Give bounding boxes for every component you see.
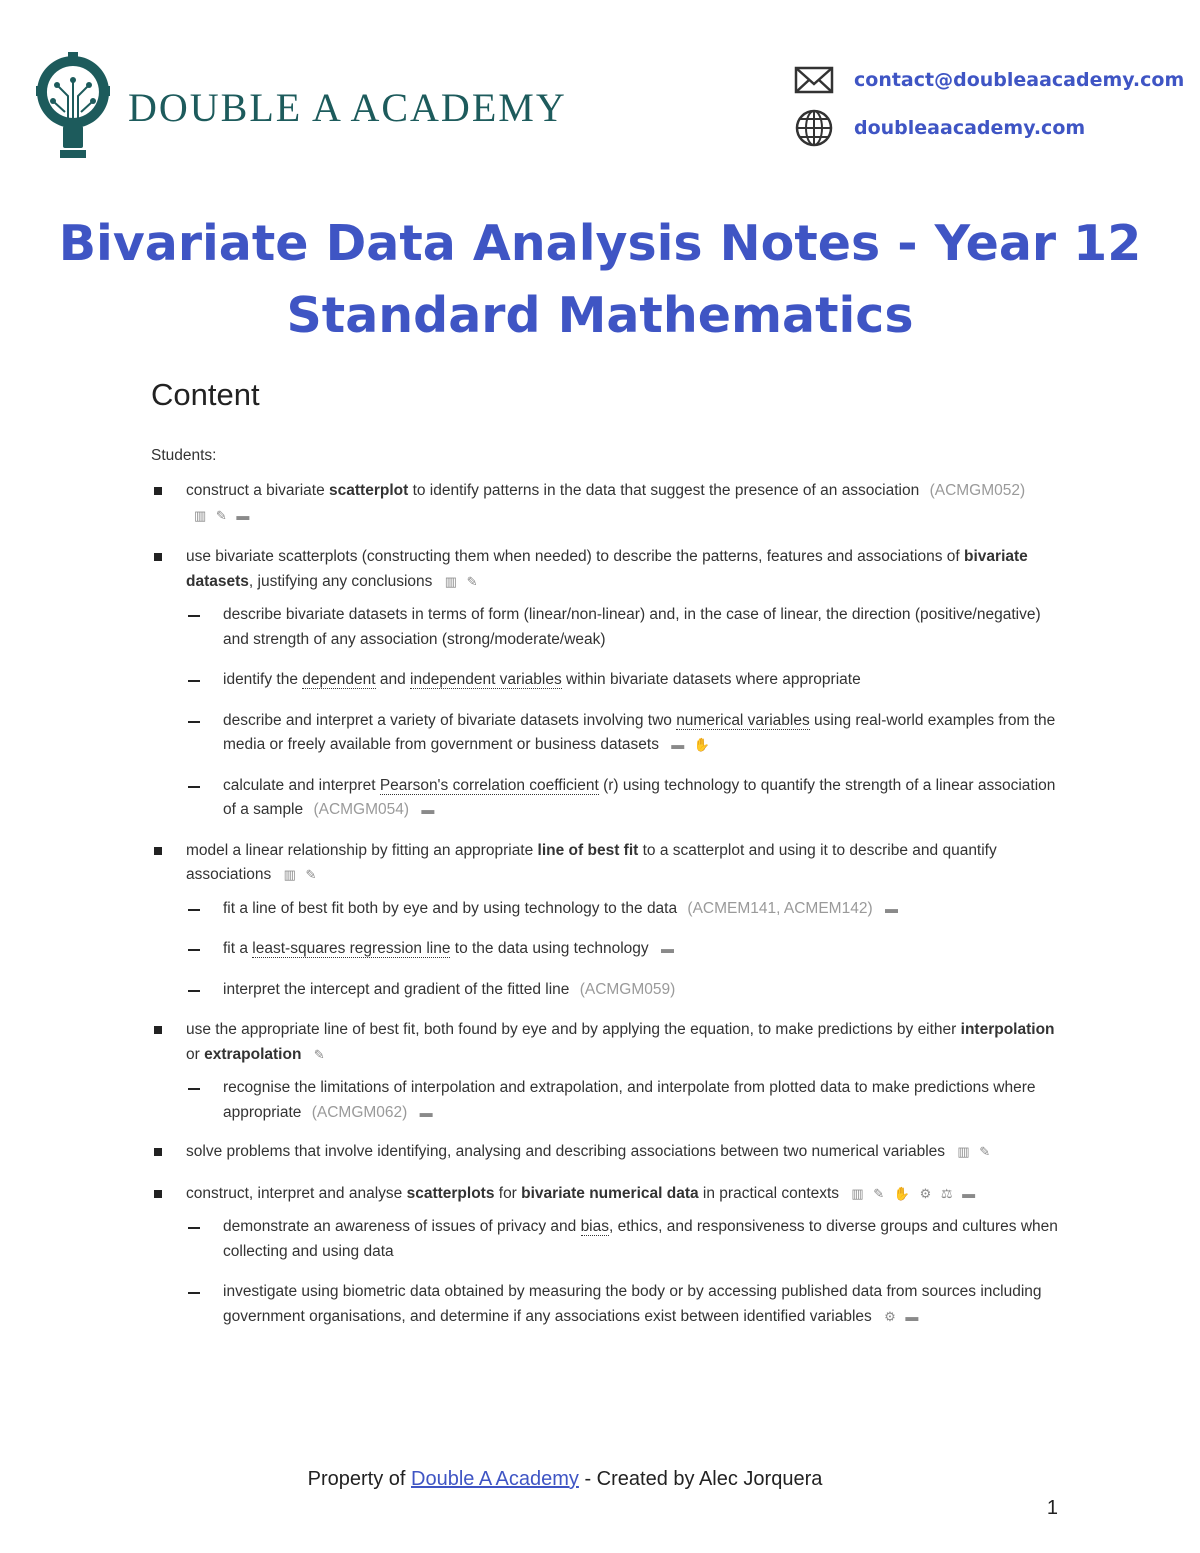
curriculum-code: (ACMGM059) bbox=[579, 980, 676, 998]
glossary-link[interactable]: dependent bbox=[302, 671, 376, 688]
list-item: construct a bivariate scatterplot to identify patterns in the data that suggest the presence of an association (ACMGM052) ▥ ✎ ▬ bbox=[151, 479, 1061, 528]
list-item: interpret the intercept and gradient of the fitted line (ACMGM059) bbox=[151, 978, 1061, 1003]
email-contact bbox=[794, 60, 1184, 100]
page-number: 1 bbox=[1046, 1497, 1058, 1519]
capability-icons: ▥ ✎ bbox=[444, 573, 481, 589]
email-link[interactable]: contact@doubleaacademy.com bbox=[854, 69, 1185, 91]
capability-icons: ▬ ✋ bbox=[671, 737, 714, 752]
list-item: use the appropriate line of best fit, both found by eye and by applying the equation, to make predictions by either interpolation or extrapolation ✎ bbox=[151, 1018, 1061, 1067]
list-item: calculate and interpret Pearson's correlation coefficient (r) using technology to quantify the strength of a linear association of a sample (ACMGM054) ▬ bbox=[151, 774, 1061, 823]
capability-icons: ▬ bbox=[884, 900, 901, 916]
list-item: construct, interpret and analyse scatterplots for bivariate numerical data in practical contexts ▥ ✎ ✋ ⚙ ⚖ ▬ bbox=[151, 1182, 1061, 1207]
footer-academy-link[interactable]: Double A Academy bbox=[411, 1468, 579, 1490]
list-item: demonstrate an awareness of issues of privacy and bias, ethics, and responsiveness to diverse groups and cultures when collecting and using data bbox=[151, 1215, 1061, 1264]
list-item: solve problems that involve identifying, analysing and describing associations between two numerical variables ▥ ✎ bbox=[151, 1140, 1061, 1165]
capability-icons: ▬ bbox=[421, 802, 438, 817]
glossary-link[interactable]: numerical variables bbox=[676, 711, 810, 729]
capability-icons: ⚙ ▬ bbox=[884, 1308, 922, 1324]
title-line-1: Bivariate Data Analysis Notes - Year 12 bbox=[58, 215, 1142, 272]
curriculum-code: (ACMGM052) bbox=[929, 482, 1026, 499]
list-item: use bivariate scatterplots (constructing them when needed) to describe the patterns, features and associations of bivariate datasets, justifying any conclusions ▥ ✎ bbox=[151, 545, 1061, 594]
glossary-link[interactable]: bias bbox=[580, 1218, 609, 1235]
section-heading: Content bbox=[151, 377, 260, 412]
curriculum-code: (ACMGM054) bbox=[313, 801, 410, 818]
mail-icon bbox=[794, 60, 834, 100]
capability-icons: ▥ ✎ bbox=[283, 867, 320, 882]
glossary-link[interactable]: Pearson's correlation coefficient bbox=[379, 776, 599, 794]
website-contact bbox=[794, 108, 1085, 148]
list-item: investigate using biometric data obtained by measuring the body or by accessing published data from sources including government organisations, and determine if any associations exist between identified variables ⚙ ▬ bbox=[151, 1280, 1061, 1329]
content-list bbox=[151, 479, 1061, 1329]
students-label: Students: bbox=[151, 447, 217, 464]
capability-icons: ▥ ✎ ▬ bbox=[194, 507, 253, 523]
list-item: fit a least-squares regression line to the data using technology ▬ bbox=[151, 937, 1061, 962]
brand-name: DOUBLE A ACADEMY bbox=[128, 85, 567, 130]
capability-icons: ▬ bbox=[419, 1104, 436, 1120]
capability-icons: ▬ bbox=[660, 941, 677, 956]
list-item: describe bivariate datasets in terms of form (linear/non-linear) and, in the case of linear, the direction (positive/negative) and strength of any association (strong/moderate/weak) bbox=[151, 603, 1061, 652]
list-item: recognise the limitations of interpolation and extrapolation, and interpolate from plotted data to make predictions where appropriate (ACMGM062) ▬ bbox=[151, 1076, 1061, 1125]
list-item: describe and interpret a variety of bivariate datasets involving two numerical variables using real-world examples from the media or freely available from government or business datasets ▬ ✋ bbox=[151, 709, 1061, 758]
curriculum-code: (ACMEM141, ACMEM142) bbox=[687, 899, 873, 917]
list-item: fit a line of best fit both by eye and by using technology to the data (ACMEM141, ACMEM142) ▬ bbox=[151, 897, 1061, 922]
title-line-2: Standard Mathematics bbox=[286, 287, 914, 344]
list-item: identify the dependent and independent variables within bivariate datasets where appropriate bbox=[151, 668, 1061, 693]
globe-icon bbox=[794, 108, 834, 148]
page-title bbox=[40, 208, 1160, 352]
website-link[interactable]: doubleaacademy.com bbox=[854, 117, 1086, 139]
glossary-link[interactable]: least-squares regression line bbox=[252, 940, 451, 957]
capability-icons: ▥ ✎ bbox=[957, 1144, 994, 1159]
list-item: model a linear relationship by fitting an appropriate line of best fit to a scatterplot and using it to describe and quantify associations ▥ ✎ bbox=[151, 839, 1061, 888]
curriculum-code: (ACMGM062) bbox=[311, 1103, 408, 1121]
capability-icons: ✎ bbox=[313, 1046, 328, 1062]
footer: Property of Double A Academy - Created by Alec Jorquera bbox=[307, 1468, 823, 1490]
capability-icons: ▥ ✎ ✋ ⚙ ⚖ ▬ bbox=[851, 1185, 979, 1201]
academy-logo bbox=[30, 52, 116, 162]
glossary-link[interactable]: independent variables bbox=[410, 671, 562, 688]
